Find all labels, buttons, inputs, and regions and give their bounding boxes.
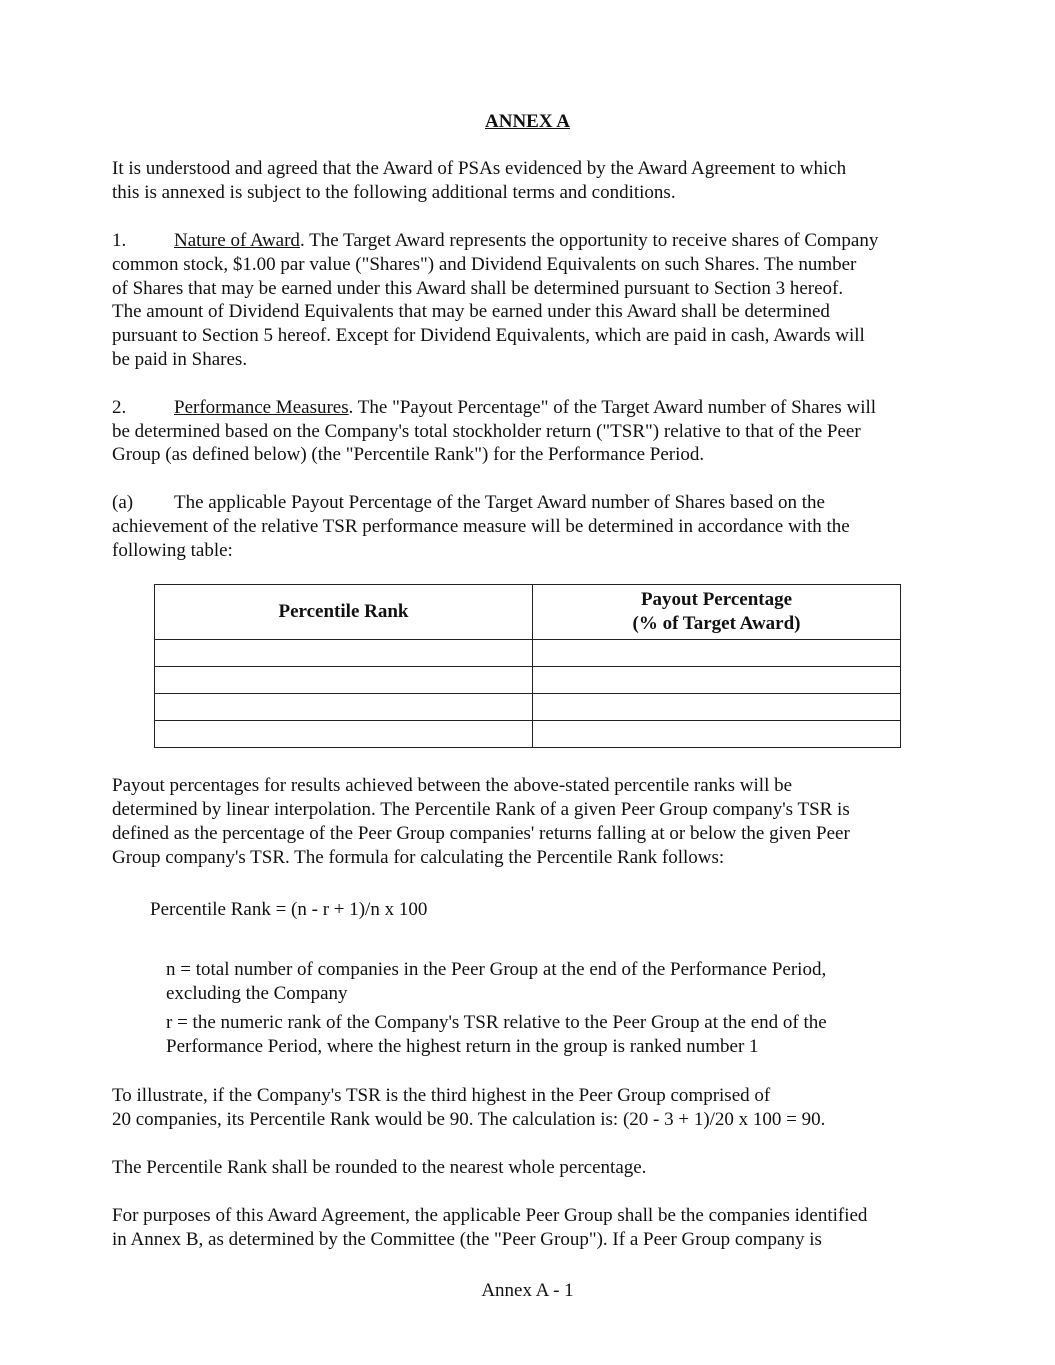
definition-n-line-2: excluding the Company <box>166 983 348 1004</box>
section-2-heading: Performance Measures <box>174 397 349 418</box>
interpolation-line: Group company's TSR. The formula for calculating the Percentile Rank follows: <box>112 847 725 868</box>
rounding-line: The Percentile Rank shall be rounded to the nearest whole percentage. <box>112 1157 647 1178</box>
table-row <box>155 721 901 748</box>
definition-r-line-1: r = the numeric rank of the Company's TSR relative to the Peer Group at the end of the <box>166 1012 827 1033</box>
header-percentile-rank: Percentile Rank <box>155 585 533 640</box>
section-1-line: of Shares that may be earned under this Award shall be determined pursuant to Section 3 hereof. <box>112 278 844 299</box>
intro-line-2: this is annexed is subject to the following additional terms and conditions. <box>112 182 676 203</box>
section-2-line: Group (as defined below) (the "Percentile Rank") for the Performance Period. <box>112 444 705 465</box>
subsection-a-line: achievement of the relative TSR performance measure will be determined in accordance with the <box>112 516 850 537</box>
header-payout-line-2: (% of Target Award) <box>632 613 801 634</box>
table-cell <box>155 694 533 721</box>
header-payout-percentage <box>533 585 901 640</box>
section-2-text: . The "Payout Percentage" of the Target Award number of Shares will <box>348 397 877 418</box>
interpolation-line: Payout percentages for results achieved between the above-stated percentile ranks will be <box>112 775 793 796</box>
intro-line-1: It is understood and agreed that the Award of PSAs evidenced by the Award Agreement to which <box>112 158 847 179</box>
subsection-a-first-line <box>112 491 825 515</box>
subsection-a-line: following table: <box>112 540 233 561</box>
table-row <box>155 640 901 667</box>
payout-table <box>154 584 901 748</box>
table-header-row <box>155 585 901 640</box>
table-cell <box>533 721 901 748</box>
table-cell <box>155 721 533 748</box>
section-2-line: be determined based on the Company's total stockholder return ("TSR") relative to that of the Peer <box>112 421 861 442</box>
peer-group-line-2: in Annex B, as determined by the Committee (the "Peer Group"). If a Peer Group company is <box>112 1229 822 1250</box>
section-2-first-line <box>112 396 876 420</box>
page-footer: Annex A - 1 <box>481 1280 574 1301</box>
definition-n-line-1: n = total number of companies in the Peer Group at the end of the Performance Period, <box>166 959 827 980</box>
section-1-number: 1. <box>112 230 127 251</box>
interpolation-line: determined by linear interpolation. The Percentile Rank of a given Peer Group company's TSR is <box>112 799 850 820</box>
section-1-line: The amount of Dividend Equivalents that may be earned under this Award shall be determined <box>112 301 830 322</box>
illustration-line-2: 20 companies, its Percentile Rank would be 90. The calculation is: (20 - 3 + 1)/20 x 100 = 90. <box>112 1109 826 1130</box>
table-row <box>155 667 901 694</box>
section-1-first-line <box>112 229 878 253</box>
section-1-line: be paid in Shares. <box>112 349 248 370</box>
table-row <box>155 694 901 721</box>
header-payout-line-1: Payout Percentage <box>640 589 793 610</box>
peer-group-line-1: For purposes of this Award Agreement, the applicable Peer Group shall be the companies identified <box>112 1205 868 1226</box>
table-cell <box>155 640 533 667</box>
table-cell <box>533 667 901 694</box>
definition-r-line-2: Performance Period, where the highest return in the group is ranked number 1 <box>166 1036 759 1057</box>
illustration-line-1: To illustrate, if the Company's TSR is the third highest in the Peer Group comprised of <box>112 1085 771 1106</box>
percentile-formula: Percentile Rank = (n - r + 1)/n x 100 <box>150 899 428 920</box>
interpolation-line: defined as the percentage of the Peer Group companies' returns falling at or below the given Peer <box>112 823 850 844</box>
section-2-number: 2. <box>112 397 127 418</box>
section-1-heading: Nature of Award <box>174 230 300 251</box>
section-1-line: pursuant to Section 5 hereof. Except for Dividend Equivalents, which are paid in cash, Awards will <box>112 325 865 346</box>
section-1-line: common stock, $1.00 par value ("Shares") and Dividend Equivalents on such Shares. The number <box>112 254 857 275</box>
section-1-text: . The Target Award represents the opportunity to receive shares of Company <box>299 230 879 251</box>
table-cell <box>155 667 533 694</box>
subsection-a-text: The applicable Payout Percentage of the Target Award number of Shares based on the <box>174 492 825 513</box>
annex-title: ANNEX A <box>485 111 570 132</box>
subsection-a-label: (a) <box>112 492 134 513</box>
table-cell <box>533 640 901 667</box>
table-cell <box>533 694 901 721</box>
